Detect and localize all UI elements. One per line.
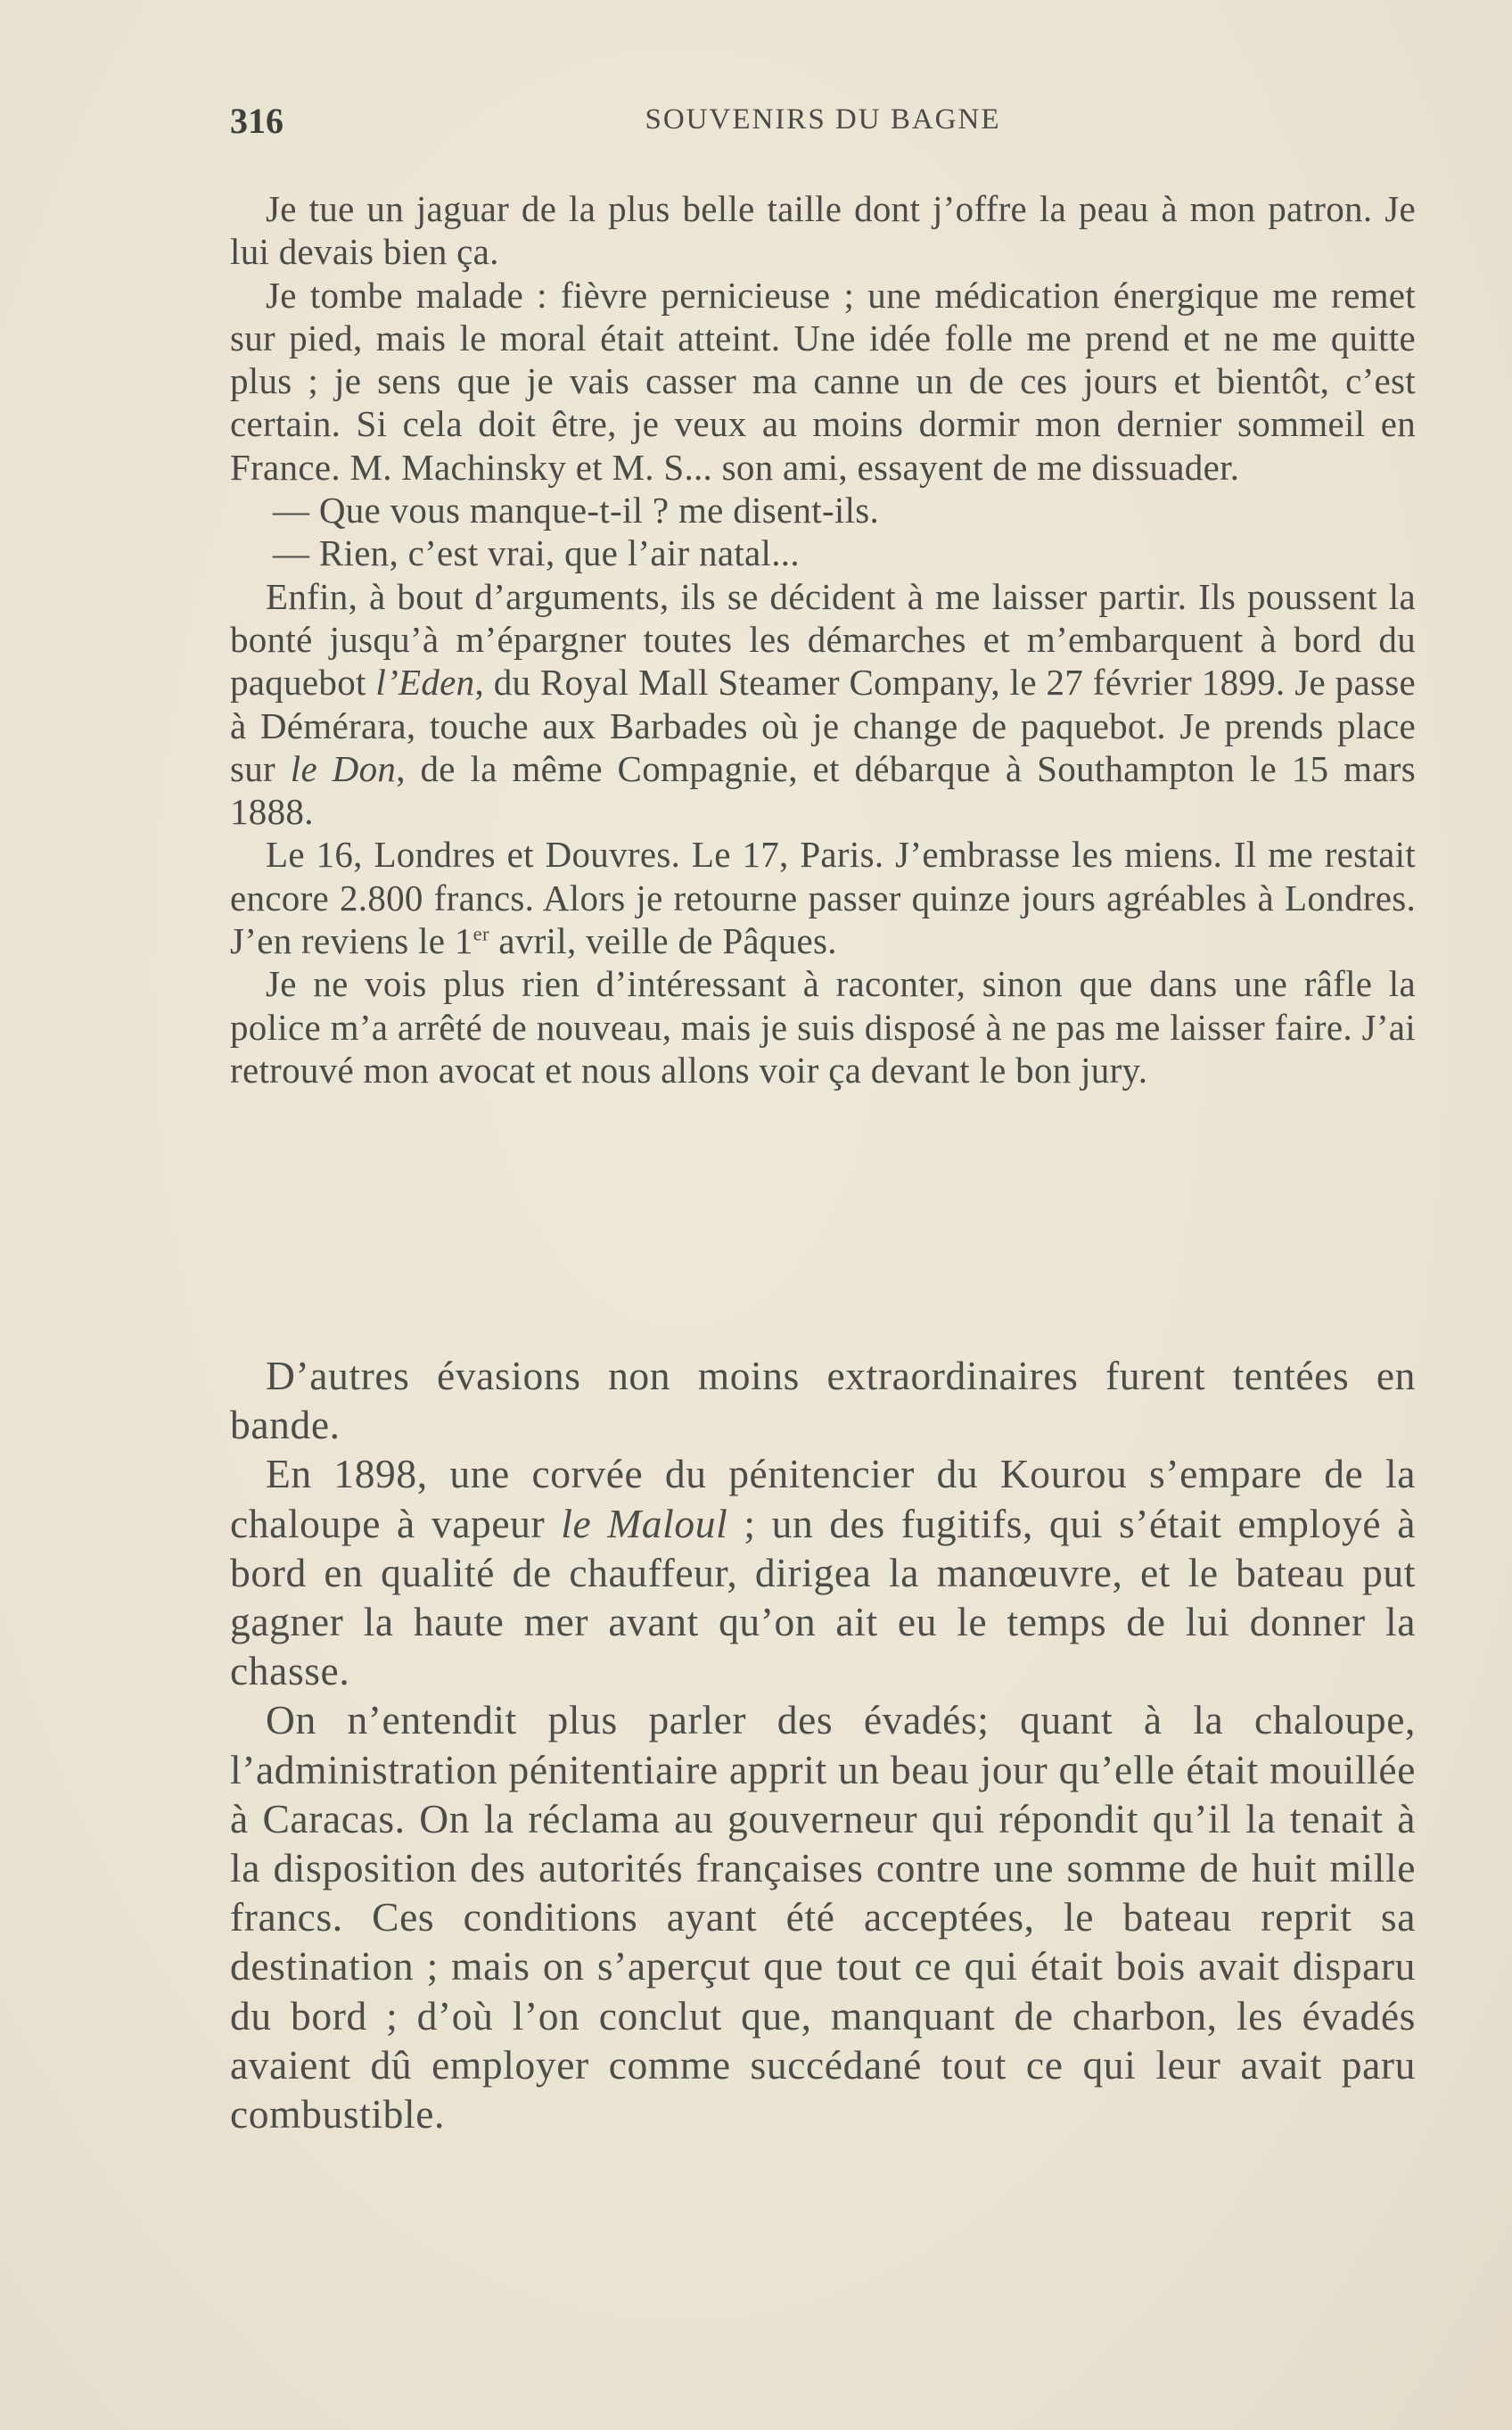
ship-name: l’Eden <box>375 662 475 704</box>
paragraph: Je tombe malade : fièvre pernicieuse ; une médication énergique me remet sur pied, mais le moral était atteint. Une idée folle me prend et ne me quitte plus ; je sens que je vais casser ma canne un de ces jours et bientôt, c’est certain. Si cela doit être, je veux au moins dormir mon dernier sommeil en France. M. Machinsky et M. S... son ami, essayent de me dissuader. <box>230 274 1416 488</box>
paragraph: Je ne vois plus rien d’intéressant à raconter, sinon que dans une râfle la police m’a arrêté de nouveau, mais je suis disposé à ne pas me laisser faire. J’ai retrouvé mon avocat et nous allons voir ça devant le bon jury. <box>230 963 1416 1091</box>
text-run: ; un des fugitifs, qui s’était employé à bord en qualité de chauffeur, dirigea la manœuvre, et le bateau put gagner la haute mer avant qu’on ait eu le temps de lui donner la chasse. <box>230 1500 1417 1694</box>
page-number: 316 <box>230 101 284 141</box>
paragraph <box>230 1449 1416 1695</box>
narrative-small-print <box>230 187 1416 1091</box>
text-run: Le 16, Londres et Douvres. Le 17, Paris. J’embrasse les miens. Il me restait encore 2.800 francs. Alors je retourne passer quinze jours agréables à Londres. J’en reviens le 1 <box>230 834 1416 962</box>
paragraph <box>230 833 1416 962</box>
paragraph: On n’entendit plus parler des évadés; quant à la chaloupe, l’administration pénitentiaire apprit un beau jour qu’elle était mouillée à Caracas. On la réclama au gouverneur qui répondit qu’il la tenait à la disposition des autorités françaises contre une somme de huit mille francs. Ces conditions ayant été acceptées, le bateau reprit sa destination ; mais on s’aperçut que tout ce qui était bois avait disparu du bord ; d’où l’on conclut que, manquant de charbon, les évadés avaient dû employer comme succédané tout ce qui leur avait paru combustible. <box>230 1697 1416 2138</box>
running-title: SOUVENIRS DU BAGNE <box>645 103 1001 136</box>
paragraph: D’autres évasions non moins extraordinaires furent tentées en bande. <box>230 1353 1416 1448</box>
ship-name: le Maloul <box>561 1500 728 1546</box>
text-run: Enfin, à bout d’arguments, ils se décident à me laisser partir. Ils poussent la bonté jusqu’à m’épargner toutes les démarches et m’embarquent à bord du paquebot <box>230 575 1416 704</box>
dialogue-line: — Rien, c’est vrai, que l’air natal... <box>273 532 800 574</box>
text-run: , du Royal Mall Steamer Company, le 27 février 1899. Je passe à Démérara, touche aux Barbades où je change de paquebot. Je prends place sur <box>230 662 1416 789</box>
paragraph: Je tue un jaguar de la plus belle taille dont j’offre la peau à mon patron. Je lui devais bien ça. <box>230 188 1416 273</box>
dialogue-line: — Que vous manque-t-il ? me disent-ils. <box>273 490 880 531</box>
ordinal-suffix: er <box>472 922 489 945</box>
text-run: En 1898, une corvée du pénitencier du Kourou s’empare de la chaloupe à vapeur <box>230 1451 1416 1546</box>
page-header <box>230 100 1416 146</box>
text-run: avril, veille de Pâques. <box>489 920 837 962</box>
ship-name: le Don <box>290 747 397 789</box>
paragraph <box>230 575 1416 834</box>
narrative-main-text <box>230 1351 1416 2138</box>
text-run: , de la même Compagnie, et débarque à Southampton le 15 mars 1888. <box>230 747 1416 833</box>
